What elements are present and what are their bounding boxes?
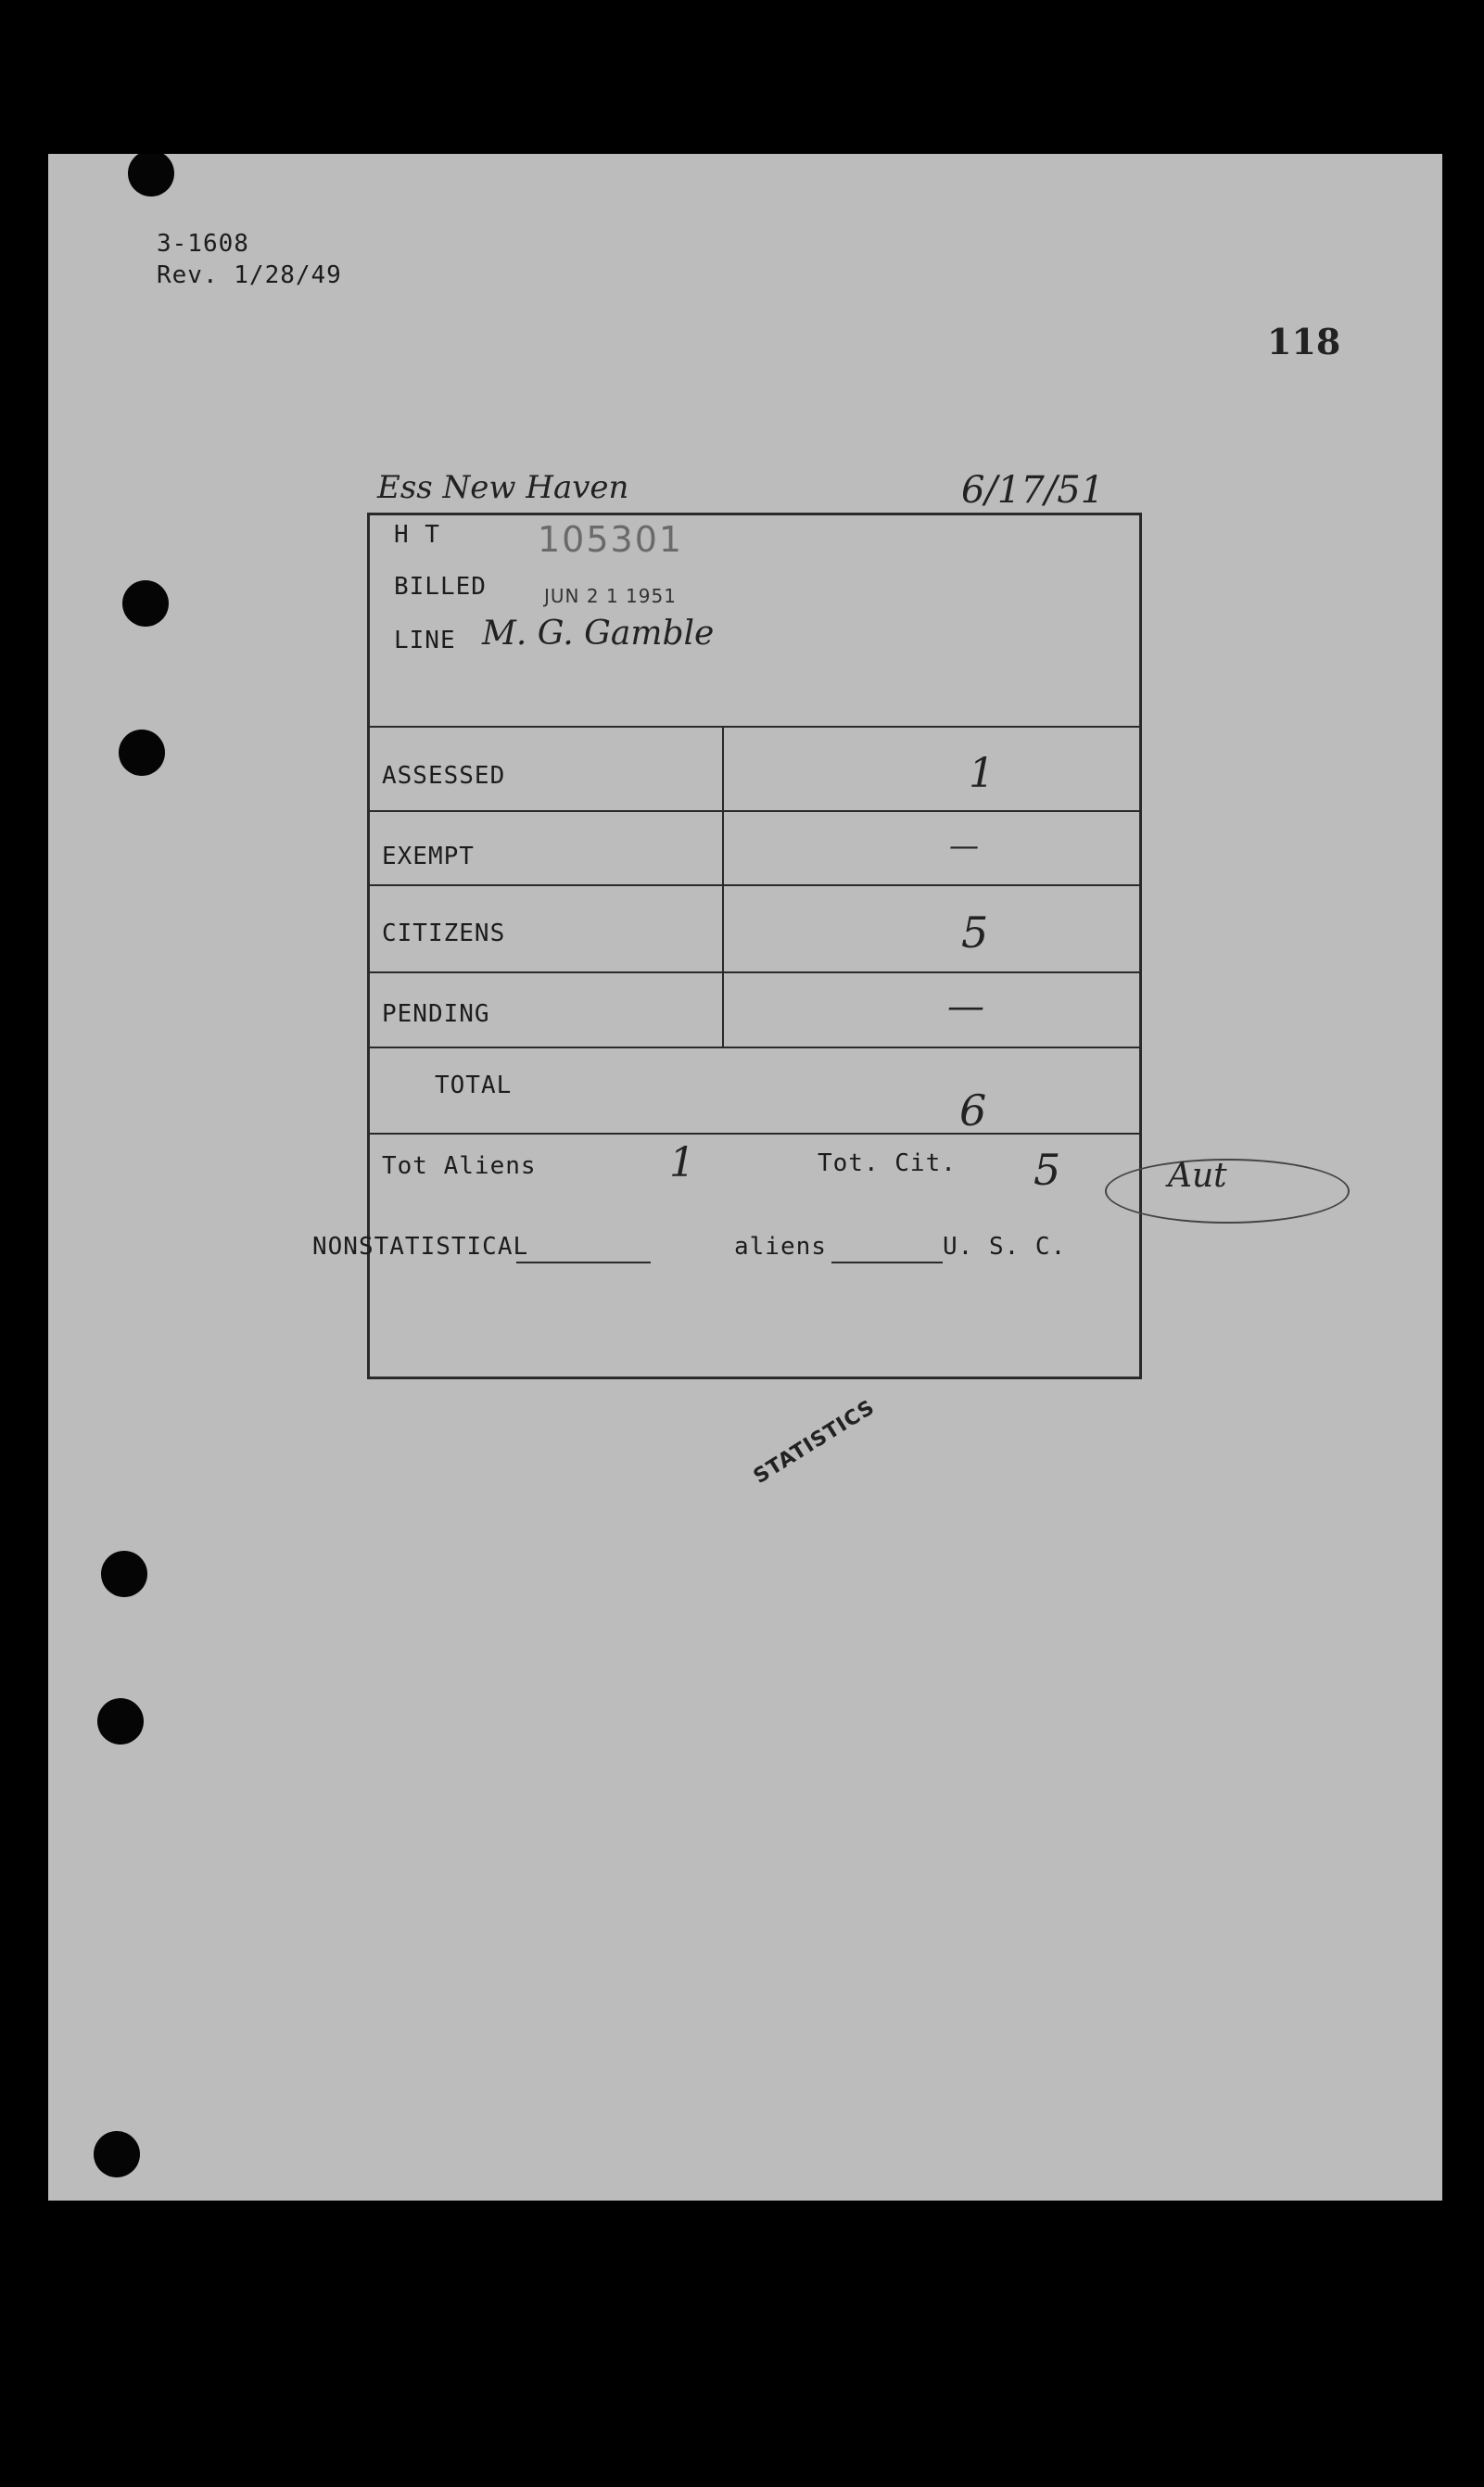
initials-oval (1105, 1159, 1350, 1224)
total-value: 6 (959, 1085, 987, 1136)
line-handwritten: M. G. Gamble (482, 615, 715, 653)
pending-value: — (947, 985, 984, 1028)
document-page (48, 154, 1442, 2201)
usc-label: U. S. C. (943, 1233, 1067, 1261)
ht-label: H T (394, 521, 440, 549)
binder-hole (128, 154, 174, 197)
assessed-value: 1 (969, 750, 995, 797)
rule (368, 1133, 1142, 1135)
initials-handwritten: Aut (1168, 1157, 1227, 1195)
form-revision: Rev. 1/28/49 (157, 261, 342, 289)
citizens-label: CITIZENS (382, 920, 506, 947)
line-label: LINE (394, 627, 456, 654)
column-divider (722, 726, 724, 1047)
rule (368, 1047, 1142, 1048)
blank-line (831, 1262, 943, 1263)
billed-date-stamp: JUN 2 1 1951 (544, 585, 677, 607)
total-label: TOTAL (435, 1072, 513, 1099)
tot-cit-value: 5 (1034, 1145, 1061, 1195)
exempt-label: EXEMPT (382, 843, 475, 870)
rule (368, 884, 1142, 886)
rule (368, 810, 1142, 812)
ht-stamp-number: 105301 (538, 519, 684, 560)
tot-aliens-label: Tot Aliens (382, 1152, 537, 1180)
binder-hole (94, 2131, 140, 2177)
billed-label: BILLED (394, 573, 487, 601)
statistics-stamp: STATISTICS (749, 1395, 880, 1489)
page-number: 118 (1267, 321, 1341, 362)
citizens-value: 5 (961, 907, 989, 958)
binder-hole (97, 1698, 144, 1745)
box-top (368, 513, 1142, 515)
aliens-label: aliens (734, 1233, 827, 1261)
pending-label: PENDING (382, 1000, 490, 1028)
tot-aliens-value: 1 (669, 1139, 695, 1186)
form-number: 3-1608 (157, 230, 249, 258)
date-handwritten: 6/17/51 (961, 469, 1105, 512)
binder-hole (122, 580, 169, 627)
box-right (1139, 513, 1142, 1379)
assessed-label: ASSESSED (382, 762, 506, 790)
rule (368, 971, 1142, 973)
binder-hole (101, 1551, 147, 1597)
exempt-value: — (949, 828, 979, 863)
box-bottom (368, 1377, 1142, 1379)
blank-line (516, 1262, 651, 1263)
binder-hole (119, 730, 165, 776)
port-handwritten: Ess New Haven (377, 469, 629, 506)
tot-cit-label: Tot. Cit. (818, 1149, 957, 1177)
nonstatistical-label: NONSTATISTICAL (312, 1233, 529, 1261)
rule (368, 726, 1142, 728)
